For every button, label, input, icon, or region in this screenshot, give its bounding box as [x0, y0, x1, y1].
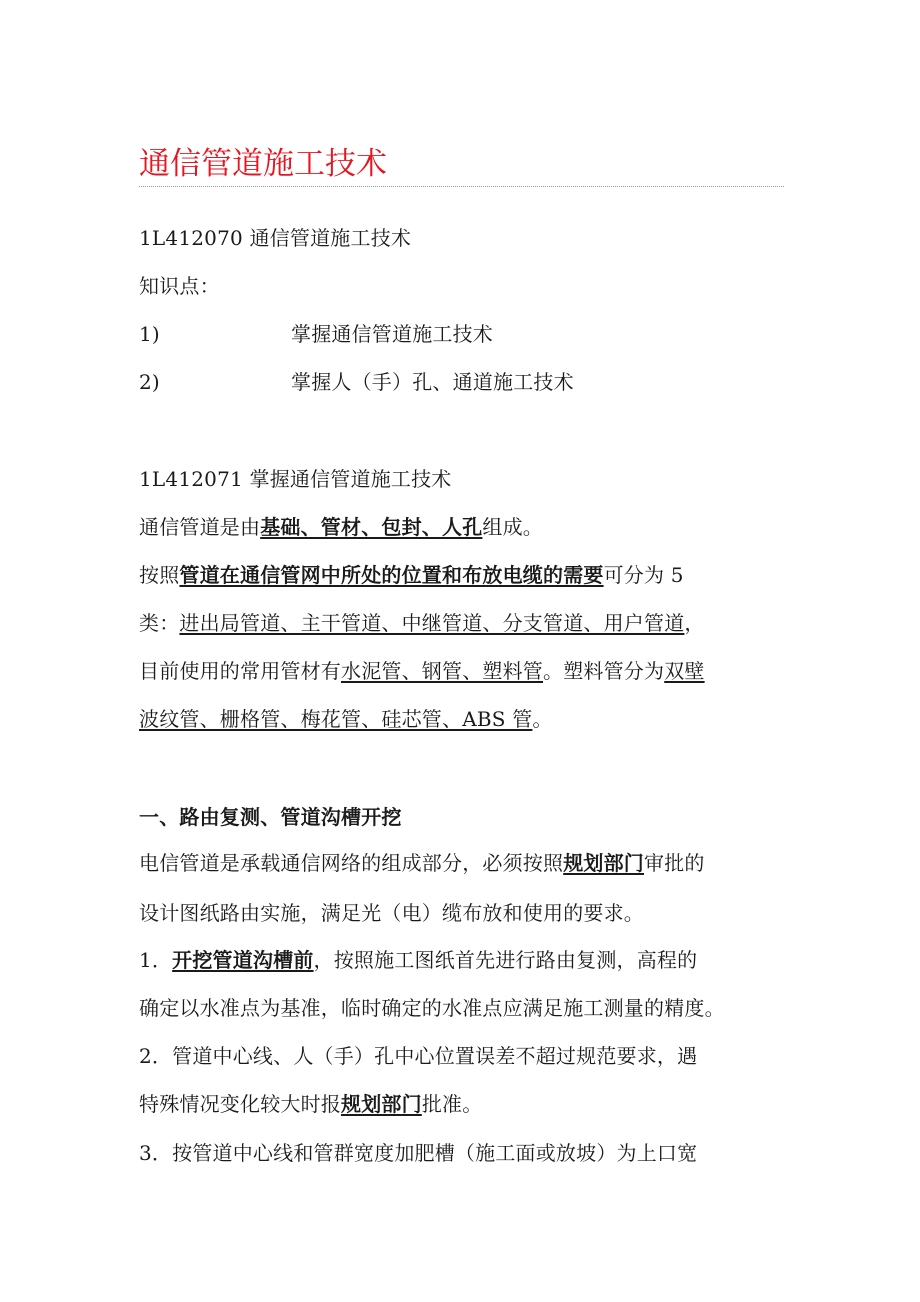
section-1-paragraph-line-2: 设计图纸路由实施，满足光（电）缆布放和使用的要求。 [139, 901, 644, 925]
text-run: ，按照施工图纸首先进行路由复测，高程的 [313, 948, 698, 972]
item-3-line-1: 3．按管道中心线和管群宽度加肥槽（施工面或放坡）为上口宽 [139, 1141, 698, 1165]
knowledge-point-number: 2) [139, 370, 160, 394]
underlined-text: 双壁 [664, 659, 705, 683]
item-2-line-2 [139, 1090, 482, 1118]
page-title: 通信管道施工技术 [139, 146, 387, 182]
paragraph-classification-line-1 [139, 561, 684, 589]
underlined-text: 水泥管、钢管、塑料管 [341, 659, 543, 683]
title-divider [139, 186, 784, 187]
text-run: 审批的 [644, 851, 705, 875]
paragraph-classification-line-4 [139, 705, 553, 733]
text-run: 通信管道是由 [139, 515, 261, 539]
item-1-line-2: 确定以水准点为基准，临时确定的水准点应满足施工测量的精度。 [139, 996, 725, 1020]
emphasis-text: 开挖管道沟槽前 [172, 948, 314, 972]
emphasis-text: 规划部门 [341, 1092, 422, 1116]
section-code-heading: 1L412070 通信管道施工技术 [139, 226, 412, 250]
underlined-text: 进出局管道、主干管道、中继管道、分支管道、用户管道 [179, 611, 685, 635]
knowledge-point-2 [139, 368, 574, 396]
text-run: 批准。 [421, 1092, 483, 1116]
text-run: 类： [139, 611, 180, 635]
emphasis-text: 规划部门 [563, 851, 645, 875]
knowledge-point-number: 1) [139, 322, 160, 346]
knowledge-point-text: 掌握人（手）孔、通道施工技术 [291, 370, 574, 394]
item-1-line-1 [139, 946, 697, 974]
subsection-heading: 1L412071 掌握通信管道施工技术 [139, 467, 452, 491]
text-run: 目前使用的常用管材有 [139, 659, 341, 683]
text-run: 。 [532, 707, 553, 731]
text-run: 按照 [139, 563, 180, 587]
underlined-text: 波纹管、栅格管、梅花管、硅芯管、ABS 管 [139, 707, 533, 731]
knowledge-point-1 [139, 320, 493, 348]
item-number: 1． [139, 948, 173, 972]
emphasis-text: 基础、管材、包封、人孔 [260, 515, 483, 539]
paragraph-classification-line-3 [139, 657, 705, 685]
section-1-heading: 一、路由复测、管道沟槽开挖 [139, 805, 402, 829]
text-run: ， [684, 611, 705, 635]
text-run: 特殊情况变化较大时报 [139, 1092, 341, 1116]
emphasis-text: 管道在通信管网中所处的位置和布放电缆的需要 [179, 563, 604, 587]
text-run: 电信管道是承载通信网络的组成部分，必须按照 [139, 851, 564, 875]
knowledge-point-text: 掌握通信管道施工技术 [291, 322, 493, 346]
text-run: 可分为 5 [603, 563, 684, 587]
item-2-line-1: 2．管道中心线、人（手）孔中心位置误差不超过规范要求，遇 [139, 1044, 698, 1068]
text-run: 。塑料管分为 [543, 659, 665, 683]
paragraph-classification-line-2 [139, 609, 705, 637]
text-run: 组成。 [482, 515, 544, 539]
section-1-paragraph-line-1 [139, 849, 705, 877]
paragraph-composition [139, 513, 543, 541]
knowledge-label: 知识点： [139, 274, 220, 298]
